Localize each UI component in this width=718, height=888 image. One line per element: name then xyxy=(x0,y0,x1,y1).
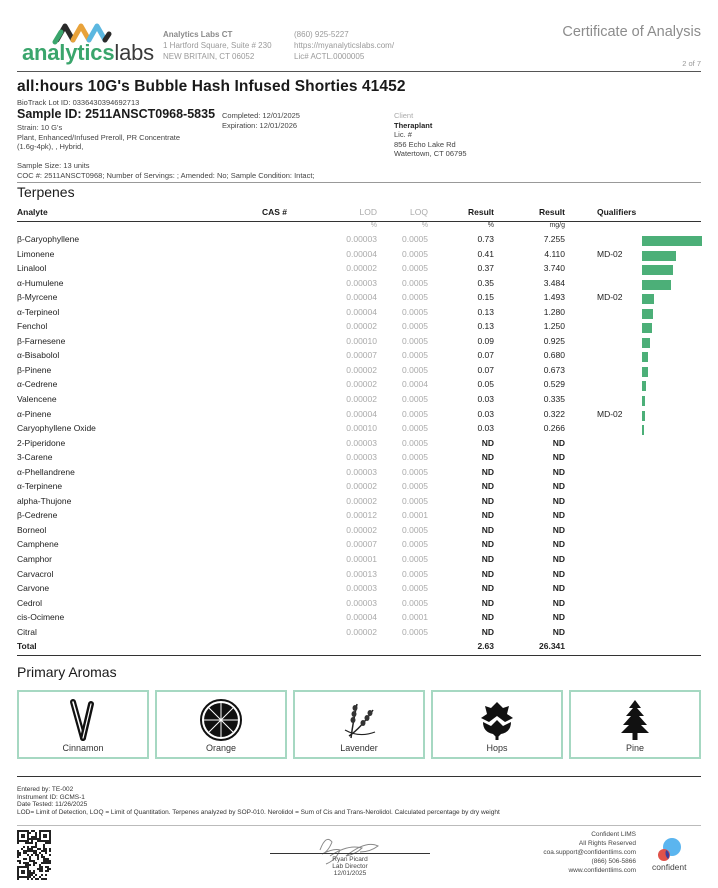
lod-value: 0.00002 xyxy=(346,626,377,637)
aroma-card-cinnamon xyxy=(17,690,149,759)
loq-value: 0.0005 xyxy=(402,321,428,332)
analyte-name: Fenchol xyxy=(17,321,48,332)
analyte-name: α-Bisabolol xyxy=(17,350,60,361)
result-pct: ND xyxy=(481,554,494,565)
lims-website-link[interactable]: www.confidentlims.com xyxy=(568,867,636,874)
entered-by: Entered by: TE-002 xyxy=(17,786,74,793)
result-bar xyxy=(642,381,646,391)
analyte-name: Limonene xyxy=(17,248,55,259)
footer-divider-2 xyxy=(17,825,701,826)
sample-id: Sample ID: 2511ANSCT0968-5835 xyxy=(17,107,216,121)
result-mg: ND xyxy=(552,583,565,594)
loq-value: 0.0005 xyxy=(402,277,428,288)
sample-size: Sample Size: 13 units xyxy=(17,161,90,170)
completed-date: Completed: 12/01/2025 xyxy=(222,111,300,120)
result-mg: 0.529 xyxy=(543,379,565,390)
section-divider xyxy=(17,182,701,183)
loq-value: 0.0001 xyxy=(402,612,428,623)
table-row xyxy=(17,394,701,409)
biotrack-lot-id: BioTrack Lot ID: 0336430394692713 xyxy=(17,98,140,107)
aroma-label: Orange xyxy=(205,743,237,753)
result-pct: 0.05 xyxy=(477,379,494,390)
loq-value: 0.0005 xyxy=(402,539,428,550)
result-bar xyxy=(642,425,644,435)
result-pct: 0.07 xyxy=(477,350,494,361)
date-tested: Date Tested: 11/26/2025 xyxy=(17,801,88,809)
col-result-mg: Result xyxy=(539,207,565,217)
table-row xyxy=(17,598,701,613)
analyte-name: Camphor xyxy=(17,554,52,565)
strain: Strain: 10 G's xyxy=(17,123,63,132)
result-pct: 0.35 xyxy=(477,277,494,288)
analyte-name: Carvone xyxy=(17,583,50,594)
table-row xyxy=(17,496,701,511)
table-header xyxy=(17,207,701,222)
table-row xyxy=(17,452,701,467)
result-pct: 0.03 xyxy=(477,423,494,434)
logo-word-labs: labs xyxy=(114,40,154,65)
header-divider xyxy=(17,71,701,72)
aroma-label: Pine xyxy=(625,743,644,753)
result-bar xyxy=(642,294,654,304)
signer-name: Ryan Picard xyxy=(332,856,368,863)
cinnamon-icon xyxy=(63,698,103,742)
loq-value: 0.0005 xyxy=(402,423,428,434)
units-row xyxy=(17,222,701,234)
result-mg: ND xyxy=(552,452,565,463)
col-qualifiers: Qualifiers xyxy=(597,207,637,217)
result-bar xyxy=(642,251,676,261)
aromas-list xyxy=(17,690,701,759)
result-mg: 0.266 xyxy=(543,423,565,434)
lod-value: 0.00004 xyxy=(346,306,377,317)
result-mg: ND xyxy=(552,495,565,506)
result-pct: 0.13 xyxy=(477,321,494,332)
result-bar xyxy=(642,396,645,406)
analyte-name: cis-Ocimene xyxy=(17,612,65,623)
col-lod: LOD xyxy=(359,207,377,217)
result-mg: 0.680 xyxy=(543,350,565,361)
aroma-card-orange xyxy=(155,690,287,759)
result-pct: 0.07 xyxy=(477,364,494,375)
result-mg: 3.484 xyxy=(543,277,565,288)
table-row xyxy=(17,365,701,380)
lims-name: Confident LIMS xyxy=(591,831,636,838)
lab-address-1: 1 Hartford Square, Suite # 230 xyxy=(163,41,272,50)
client-info xyxy=(394,111,467,159)
loq-value: 0.0005 xyxy=(402,524,428,535)
analyte-name: Carvacrol xyxy=(17,568,54,579)
signed-date: 12/01/2025 xyxy=(333,870,367,877)
table-row xyxy=(17,467,701,482)
sample-dates xyxy=(222,111,300,131)
table-row xyxy=(17,481,701,496)
table-row xyxy=(17,554,701,569)
lims-email-link[interactable]: coa.support@confidentlims.com xyxy=(543,849,636,856)
page-header xyxy=(0,0,718,75)
aroma-label: Cinnamon xyxy=(62,743,104,753)
loq-value: 0.0005 xyxy=(402,568,428,579)
result-pct: ND xyxy=(481,626,494,637)
loq-value: 0.0005 xyxy=(402,234,428,244)
client-name: Theraplant xyxy=(394,120,433,130)
lod-value: 0.00002 xyxy=(346,379,377,390)
qualifier: MD-02 xyxy=(597,408,623,419)
result-pct: ND xyxy=(481,539,494,550)
analyte-name: α-Humulene xyxy=(17,277,64,288)
aroma-card-pine xyxy=(569,690,701,759)
table-row xyxy=(17,627,701,642)
table-row xyxy=(17,234,701,249)
result-mg: ND xyxy=(552,510,565,521)
result-bar xyxy=(642,323,652,333)
result-mg: 7.255 xyxy=(543,234,565,244)
table-row xyxy=(17,612,701,627)
lod-value: 0.00004 xyxy=(346,248,377,259)
lab-website-link[interactable]: https://myanalyticslabs.com/ xyxy=(294,41,395,50)
result-pct: ND xyxy=(481,583,494,594)
lab-license: Lic# ACTL.0000005 xyxy=(294,52,365,61)
result-mg: ND xyxy=(552,524,565,535)
signature-line xyxy=(270,853,430,854)
loq-value: 0.0005 xyxy=(402,408,428,419)
loq-value: 0.0004 xyxy=(402,379,428,390)
result-pct: ND xyxy=(481,452,494,463)
table-row xyxy=(17,278,701,293)
product-title: all:hours 10G's Bubble Hash Infused Shorties 41452 xyxy=(17,78,406,95)
client-address-1: 856 Echo Lake Rd xyxy=(394,139,456,149)
lod-value: 0.00010 xyxy=(346,335,377,346)
page-number: 2 of 7 xyxy=(682,59,701,68)
lims-rights: All Rights Reserved xyxy=(578,840,636,847)
lims-phone: (866) 506-5866 xyxy=(591,858,636,865)
table-body xyxy=(17,234,701,641)
aroma-label: Hops xyxy=(486,743,508,753)
qr-code-icon[interactable] xyxy=(17,830,51,880)
analyte-name: Linalool xyxy=(17,263,47,274)
signer-title: Lab Director xyxy=(332,863,368,870)
result-pct: 0.09 xyxy=(477,335,494,346)
result-pct: 0.13 xyxy=(477,306,494,317)
logo-wordmark xyxy=(22,40,154,66)
table-row xyxy=(17,350,701,365)
client-license: Lic. # xyxy=(394,130,412,139)
result-pct: ND xyxy=(481,437,494,448)
analyte-name: α-Cedrene xyxy=(17,379,58,390)
legend-note: LOD= Limit of Detection, LOQ = Limit of Quantitation. Terpenes analyzed by SOP-010. Nerolidol = Sum of Cis and Trans-Nerolidol. Calculated percentage by dry weight xyxy=(17,808,500,816)
lod-value: 0.00002 xyxy=(346,263,377,274)
result-pct: ND xyxy=(481,568,494,579)
col-result-pct: Result xyxy=(468,207,494,217)
result-mg: 3.740 xyxy=(543,263,565,274)
document-title: Certificate of Analysis xyxy=(562,24,701,40)
result-bar xyxy=(642,352,648,362)
lod-value: 0.00002 xyxy=(346,364,377,375)
category-line-1: Plant, Enhanced/Infused Preroll, PR Concentrate xyxy=(17,132,181,142)
lims-info xyxy=(543,830,636,875)
result-pct: ND xyxy=(481,510,494,521)
loq-value: 0.0005 xyxy=(402,554,428,565)
client-address-2: Watertown, CT 06795 xyxy=(394,149,467,158)
result-mg: ND xyxy=(552,554,565,565)
loq-value: 0.0005 xyxy=(402,292,428,303)
analyte-name: Borneol xyxy=(17,524,47,535)
pine-icon xyxy=(615,698,655,742)
result-pct: ND xyxy=(481,597,494,608)
analyte-name: α-Pinene xyxy=(17,408,52,419)
lod-value: 0.00003 xyxy=(346,597,377,608)
col-loq: LOQ xyxy=(410,207,428,217)
loq-value: 0.0005 xyxy=(402,626,428,637)
table-row xyxy=(17,438,701,453)
lab-address-2: NEW BRITAIN, CT 06052 xyxy=(163,52,255,61)
qualifier: MD-02 xyxy=(597,292,623,303)
lod-value: 0.00013 xyxy=(346,568,377,579)
analyte-name: α-Terpineol xyxy=(17,306,60,317)
result-pct: 0.03 xyxy=(477,394,494,405)
result-mg: 0.925 xyxy=(543,335,565,346)
hops-icon xyxy=(477,698,517,742)
table-row xyxy=(17,409,701,424)
result-mg: ND xyxy=(552,597,565,608)
table-row xyxy=(17,379,701,394)
result-pct: ND xyxy=(481,612,494,623)
strain-info xyxy=(17,123,180,152)
total-mg: 26.341 xyxy=(539,641,565,652)
lab-contact xyxy=(294,29,394,62)
lod-value: 0.00003 xyxy=(346,452,377,463)
unit-result-mg: mg/g xyxy=(549,222,565,229)
result-mg: 0.322 xyxy=(543,408,565,419)
analyte-name: Valencene xyxy=(17,394,57,405)
table-row xyxy=(17,583,701,598)
loq-value: 0.0005 xyxy=(402,437,428,448)
lod-value: 0.00007 xyxy=(346,539,377,550)
result-mg: 1.493 xyxy=(543,292,565,303)
result-bar xyxy=(642,338,650,348)
analyte-name: alpha-Thujone xyxy=(17,495,72,506)
lod-value: 0.00003 xyxy=(346,583,377,594)
analyte-name: β-Farnesene xyxy=(17,335,66,346)
footer-divider xyxy=(17,776,701,777)
lod-value: 0.00010 xyxy=(346,423,377,434)
result-mg: ND xyxy=(552,437,565,448)
loq-value: 0.0005 xyxy=(402,248,428,259)
test-notes xyxy=(17,786,500,816)
table-row xyxy=(17,423,701,438)
sample-details xyxy=(17,161,315,180)
signer-block xyxy=(270,856,430,877)
terpenes-table xyxy=(17,207,701,656)
analyte-name: 3-Carene xyxy=(17,452,53,463)
table-row xyxy=(17,525,701,540)
result-pct: ND xyxy=(481,481,494,492)
result-pct: ND xyxy=(481,524,494,535)
result-mg: ND xyxy=(552,466,565,477)
aroma-card-hops xyxy=(431,690,563,759)
result-mg: 1.250 xyxy=(543,321,565,332)
aroma-label: Lavender xyxy=(340,743,378,753)
unit-result-pct: % xyxy=(487,222,494,229)
analyte-name: Caryophyllene Oxide xyxy=(17,423,96,434)
total-row xyxy=(17,641,701,656)
result-mg: ND xyxy=(552,568,565,579)
result-bar xyxy=(642,265,673,275)
analyte-name: 2-Piperidone xyxy=(17,437,66,448)
table-row xyxy=(17,539,701,554)
col-analyte: Analyte xyxy=(17,207,48,217)
lod-value: 0.00003 xyxy=(346,466,377,477)
lod-value: 0.00002 xyxy=(346,321,377,332)
result-bar xyxy=(642,367,648,377)
total-pct: 2.63 xyxy=(477,641,494,652)
loq-value: 0.0005 xyxy=(402,394,428,405)
loq-value: 0.0005 xyxy=(402,481,428,492)
loq-value: 0.0001 xyxy=(402,510,428,521)
lod-value: 0.00012 xyxy=(346,510,377,521)
col-cas: CAS # xyxy=(262,207,288,217)
analyte-name: Camphene xyxy=(17,539,59,550)
logo-word-analytics: analytics xyxy=(22,40,115,65)
confident-wordmark: confident xyxy=(652,862,687,872)
lod-value: 0.00002 xyxy=(346,495,377,506)
lod-value: 0.00004 xyxy=(346,408,377,419)
orange-icon xyxy=(199,698,243,742)
loq-value: 0.0005 xyxy=(402,495,428,506)
result-mg: 4.110 xyxy=(544,248,565,259)
lod-value: 0.00003 xyxy=(346,234,377,244)
result-pct: ND xyxy=(481,495,494,506)
aromas-section-title: Primary Aromas xyxy=(17,664,117,680)
lod-value: 0.00001 xyxy=(346,554,377,565)
result-mg: ND xyxy=(552,626,565,637)
table-row xyxy=(17,321,701,336)
table-row xyxy=(17,249,701,264)
result-pct: 0.15 xyxy=(477,292,494,303)
terpenes-section-title: Terpenes xyxy=(17,184,75,200)
analyte-name: α-Terpinene xyxy=(17,481,63,492)
result-mg: ND xyxy=(552,481,565,492)
coc-info: COC #: 2511ANSCT0968; Number of Servings: ; Amended: No; Sample Condition: Intact; xyxy=(17,170,315,180)
table-row xyxy=(17,569,701,584)
analyte-name: β-Pinene xyxy=(17,364,52,375)
result-pct: ND xyxy=(481,466,494,477)
table-row xyxy=(17,510,701,525)
analyte-name: β-Caryophyllene xyxy=(17,234,80,244)
table-row xyxy=(17,263,701,278)
client-label: Client xyxy=(394,111,414,120)
result-mg: 1.280 xyxy=(543,306,565,317)
lab-info xyxy=(163,29,272,62)
qualifier: MD-02 xyxy=(597,248,623,259)
lod-value: 0.00002 xyxy=(346,524,377,535)
loq-value: 0.0005 xyxy=(402,364,428,375)
result-mg: ND xyxy=(552,539,565,550)
expiration-date: Expiration: 12/01/2026 xyxy=(222,121,298,130)
lavender-icon xyxy=(337,698,381,742)
aroma-card-lavender xyxy=(293,690,425,759)
loq-value: 0.0005 xyxy=(402,335,428,346)
loq-value: 0.0005 xyxy=(402,263,428,274)
result-bar xyxy=(642,309,653,319)
result-mg: 0.673 xyxy=(543,364,565,375)
loq-value: 0.0005 xyxy=(402,583,428,594)
analyte-name: Cedrol xyxy=(17,597,43,608)
result-mg: ND xyxy=(552,612,565,623)
total-label: Total xyxy=(17,641,37,652)
loq-value: 0.0005 xyxy=(402,466,428,477)
instrument-id: Instrument ID: GCMS-1 xyxy=(17,793,85,801)
lab-name: Analytics Labs CT xyxy=(163,30,233,39)
analyte-name: β-Cedrene xyxy=(17,510,58,521)
table-row xyxy=(17,307,701,322)
analyte-name: β-Myrcene xyxy=(17,292,58,303)
result-pct: 0.37 xyxy=(477,263,494,274)
table-row xyxy=(17,336,701,351)
loq-value: 0.0005 xyxy=(402,350,428,361)
analyte-name: Citral xyxy=(17,626,37,637)
loq-value: 0.0005 xyxy=(402,597,428,608)
lod-value: 0.00004 xyxy=(346,612,377,623)
lod-value: 0.00003 xyxy=(346,437,377,448)
lod-value: 0.00004 xyxy=(346,292,377,303)
lod-value: 0.00007 xyxy=(346,350,377,361)
lab-phone: (860) 925-5227 xyxy=(294,30,349,39)
result-pct: 0.03 xyxy=(477,408,494,419)
category-line-2: (1.6g-4pk), , Hybrid, xyxy=(17,142,84,151)
unit-loq: % xyxy=(421,222,428,229)
result-pct: 0.41 xyxy=(477,248,494,259)
result-bar xyxy=(642,280,671,290)
result-pct: 0.73 xyxy=(477,234,494,244)
loq-value: 0.0005 xyxy=(402,452,428,463)
analyte-name: α-Phellandrene xyxy=(17,466,75,477)
result-mg: 0.335 xyxy=(543,394,565,405)
table-row xyxy=(17,292,701,307)
unit-lod: % xyxy=(370,222,377,229)
lod-value: 0.00002 xyxy=(346,481,377,492)
loq-value: 0.0005 xyxy=(402,306,428,317)
lod-value: 0.00002 xyxy=(346,394,377,405)
result-bar xyxy=(642,236,702,246)
result-bar xyxy=(642,411,645,421)
lod-value: 0.00003 xyxy=(346,277,377,288)
